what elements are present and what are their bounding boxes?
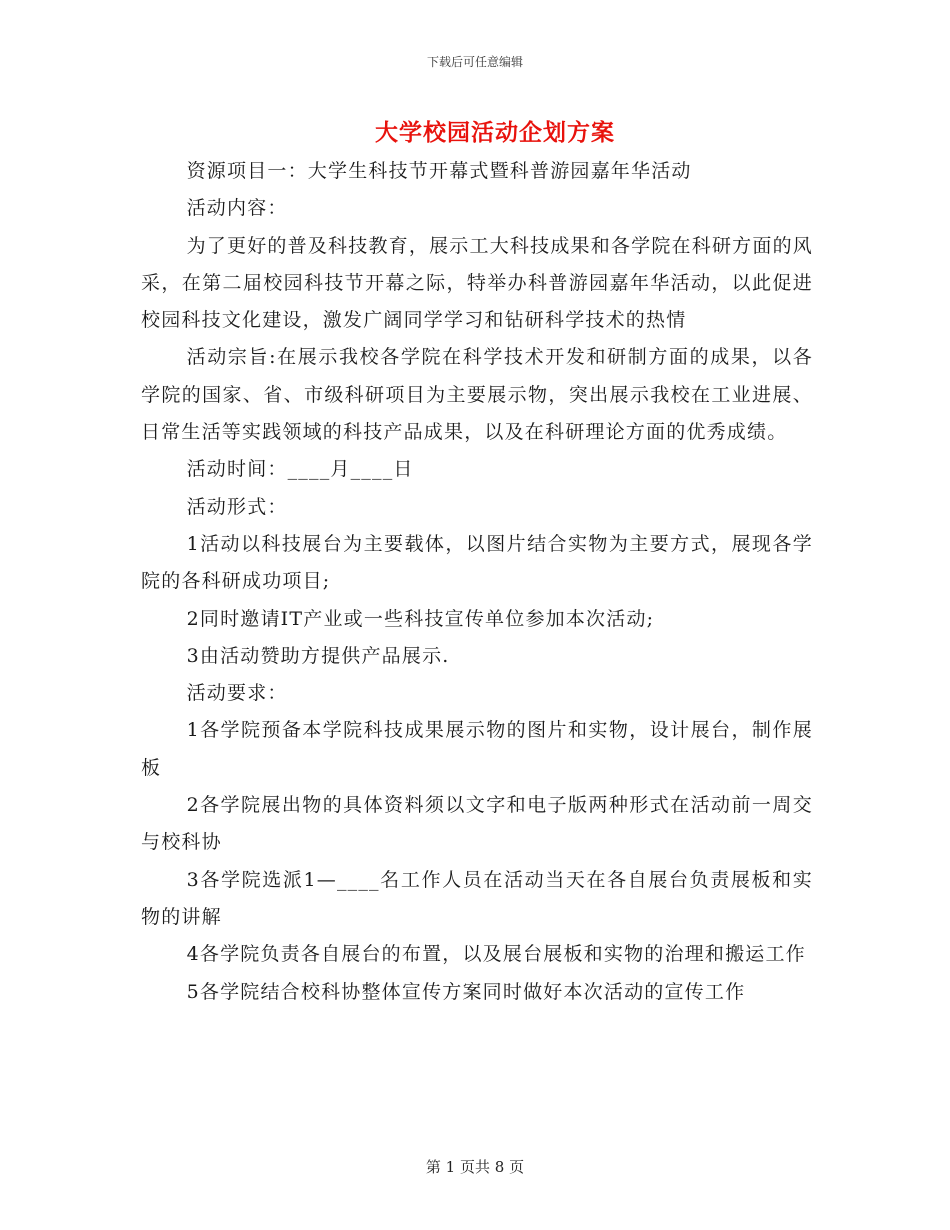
paragraph-project-title: 资源项目一：大学生科技节开幕式暨科普游园嘉年华活动 xyxy=(186,160,692,182)
paragraph-requirement-3: 3各学院选派1—____名工作人员在活动当天在各自展台负责展板和实物的讲解 xyxy=(141,868,813,928)
paragraph-requirement-2: 2各学院展出物的具体资料须以文字和电子版两种形式在活动前一周交与校科协 xyxy=(141,794,813,854)
paragraph-form-2: 2同时邀请IT产业或一些科技宣传单位参加本次活动; xyxy=(186,607,655,630)
document-title: 大学校园活动企划方案 xyxy=(375,119,615,146)
paragraph-requirement-5: 5各学院结合校科协整体宣传方案同时做好本次活动的宣传工作 xyxy=(186,980,746,1003)
paragraph-purpose: 活动宗旨:在展示我校各学院在科学技术开发和研制方面的成果，以各学院的国家、省、市级科研项目为主要展示物，突出展示我校在工业进展、日常生活等实践领域的科技产品成果，以及在科研理论方面的优秀成绩。 xyxy=(141,346,813,444)
page-number-footer: 第 1 页共 8 页 xyxy=(425,1158,525,1176)
paragraph-form-1: 1活动以科技展台为主要载体，以图片结合实物为主要方式，展现各学院的各科研成功项目; xyxy=(141,532,813,593)
paragraph-requirement-1: 1各学院预备本学院科技成果展示物的图片和实物，设计展台，制作展板 xyxy=(141,719,813,779)
paragraph-requirements-heading: 活动要求： xyxy=(186,682,288,705)
document-body xyxy=(141,153,813,1011)
paragraph-requirement-4: 4各学院负责各自展台的布置，以及展台展板和实物的治理和搬运工作 xyxy=(186,943,806,966)
page-header-note: 下载后可任意编辑 xyxy=(426,55,523,69)
paragraph-form-heading: 活动形式： xyxy=(186,495,288,518)
paragraph-content: 为了更好的普及科技教育，展示工大科技成果和各学院在科研方面的风采，在第二届校园科技节开幕之际，特举办科普游园嘉年华活动，以此促进校园科技文化建设，激发广阔同学学习和钻研科学技术的热情 xyxy=(141,234,813,332)
paragraph-time: 活动时间：____月____日 xyxy=(186,458,414,481)
paragraph-form-3: 3由活动赞助方提供产品展示. xyxy=(186,644,450,667)
paragraph-content-heading: 活动内容： xyxy=(186,197,288,220)
